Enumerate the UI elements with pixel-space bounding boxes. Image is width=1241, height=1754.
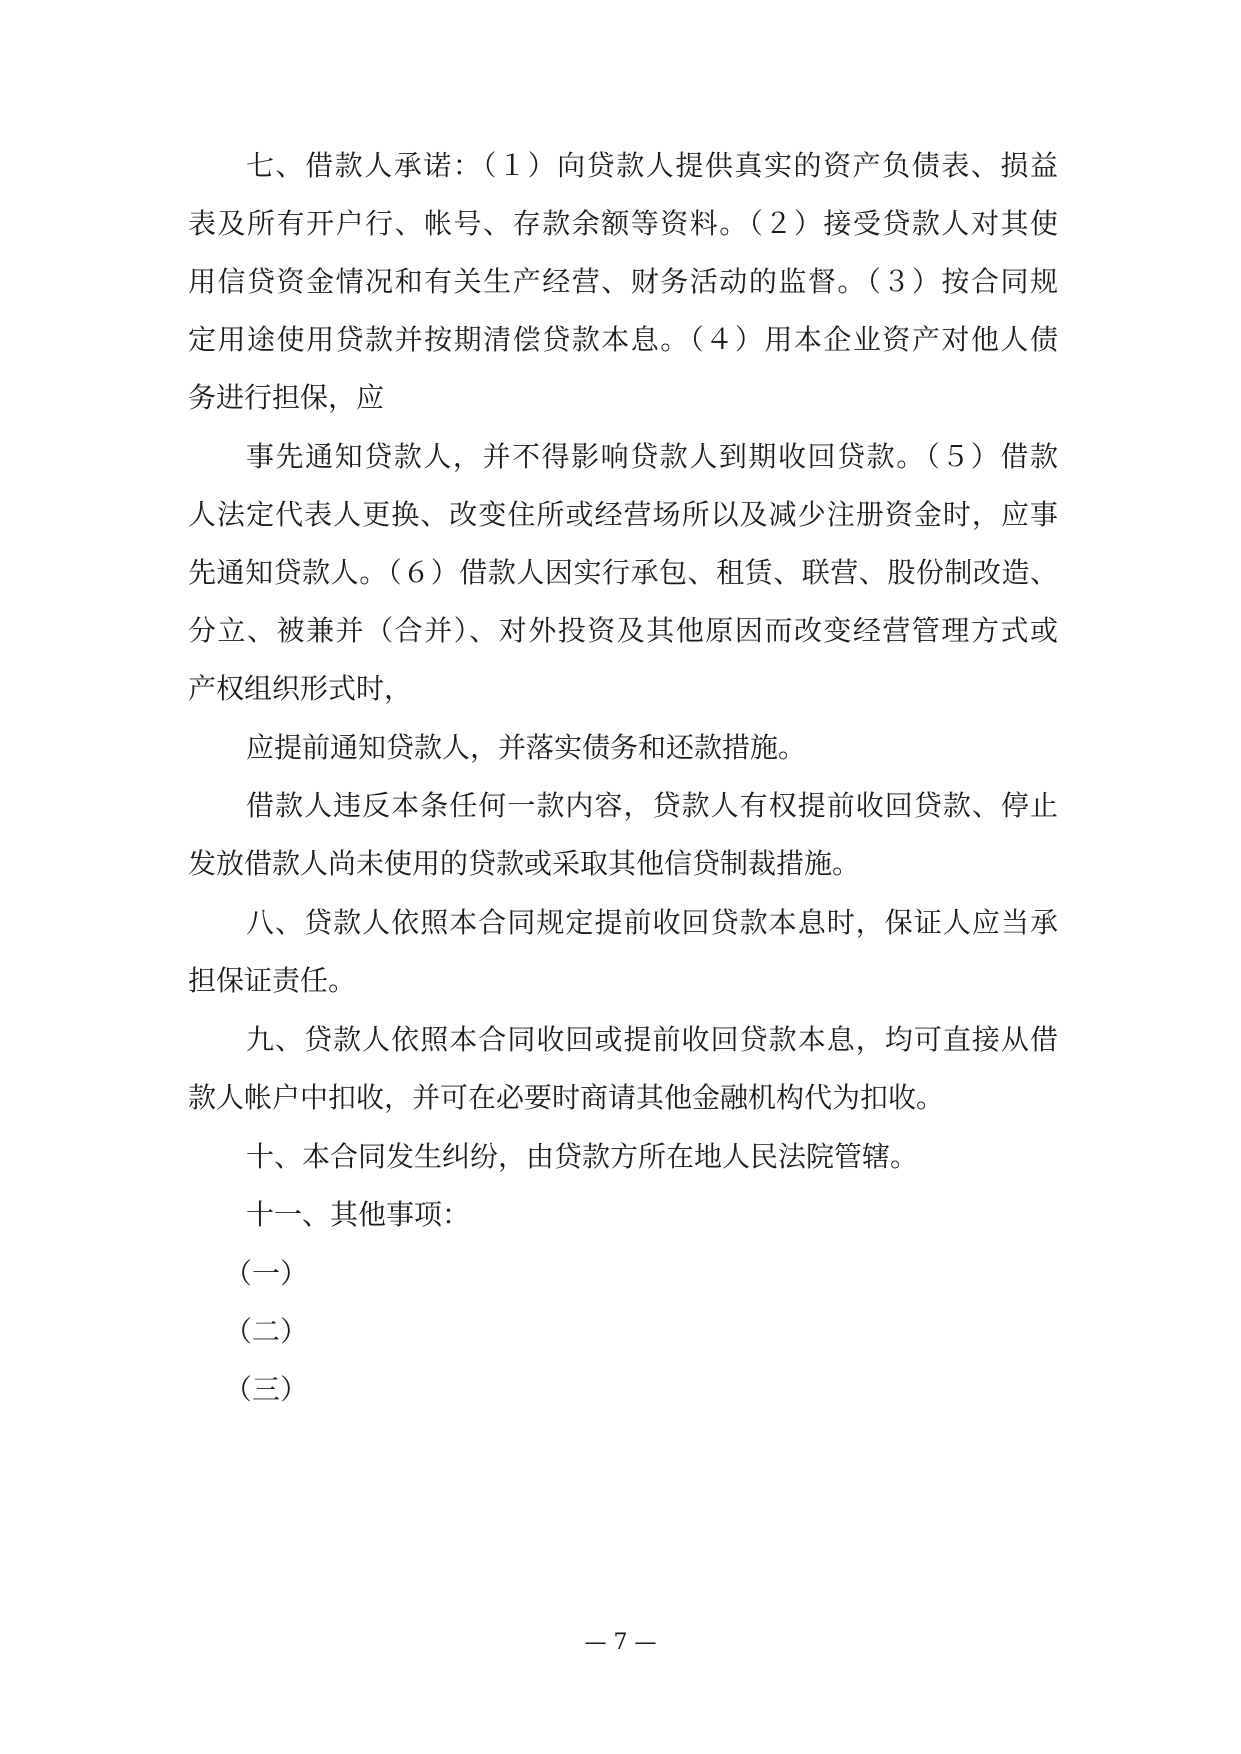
other-item-1: （一） xyxy=(224,1257,309,1290)
clause-7-line-4: 定用途使用贷款并按期清偿贷款本息。（４）用本企业资产对他人债 xyxy=(188,323,1058,356)
clause-8-line-1: 八、贷款人依照本合同规定提前收回贷款本息时，保证人应当承 xyxy=(246,906,1058,939)
clause-7-cont-line-5: 产权组织形式时， xyxy=(188,672,413,705)
clause-7-line-5: 务进行担保，应 xyxy=(188,381,385,414)
clause-7-cont-line-1: 事先通知贷款人，并不得影响贷款人到期收回贷款。（５）借款 xyxy=(246,440,1058,473)
clause-9-line-2: 款人帐户中扣收，并可在必要时商请其他金融机构代为扣收。 xyxy=(188,1081,945,1114)
clause-7-notice-line: 应提前通知贷款人，并落实债务和还款措施。 xyxy=(246,731,807,764)
breach-line-1: 借款人违反本条任何一款内容，贷款人有权提前收回贷款、停止 xyxy=(246,789,1058,822)
clause-7-cont-line-3: 先通知贷款人。（６）借款人因实行承包、租赁、联营、股份制改造、 xyxy=(188,556,1058,589)
page-number: — 7 — xyxy=(584,1630,657,1655)
clause-7-line-3: 用信贷资金情况和有关生产经营、财务活动的监督。（３）按合同规 xyxy=(188,265,1058,298)
clause-8-line-2: 担保证责任。 xyxy=(188,964,357,997)
clause-10-line: 十、本合同发生纠纷，由贷款方所在地人民法院管辖。 xyxy=(246,1140,919,1173)
clause-11-heading: 十一、其他事项： xyxy=(246,1198,471,1231)
other-item-2: （二） xyxy=(224,1315,309,1348)
other-item-3: （三） xyxy=(224,1373,309,1406)
clause-7-line-2: 表及所有开户行、帐号、存款余额等资料。（２）接受贷款人对其使 xyxy=(188,207,1058,240)
clause-9-line-1: 九、贷款人依照本合同收回或提前收回贷款本息，均可直接从借 xyxy=(246,1023,1058,1056)
breach-line-2: 发放借款人尚未使用的贷款或采取其他信贷制裁措施。 xyxy=(188,847,861,880)
clause-7-line-1: 七、借款人承诺：（１）向贷款人提供真实的资产负债表、损益 xyxy=(246,149,1058,182)
clause-7-cont-line-2: 人法定代表人更换、改变住所或经营场所以及减少注册资金时，应事 xyxy=(188,498,1058,531)
clause-7-cont-line-4: 分立、被兼并（合并）、对外投资及其他原因而改变经营管理方式或 xyxy=(188,614,1058,647)
